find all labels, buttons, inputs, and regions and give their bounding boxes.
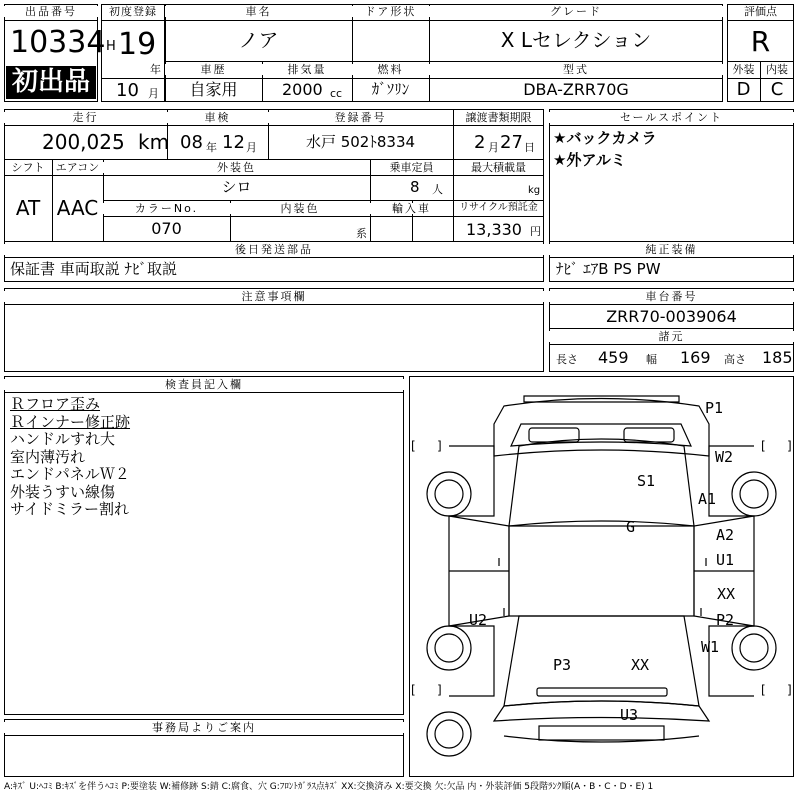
chassis-label: 車台番号 bbox=[549, 291, 794, 302]
model-value: DBA-ZRR70G bbox=[523, 80, 629, 99]
reg-no-label: 登録番号 bbox=[268, 112, 453, 123]
inspection-year-unit: 年 bbox=[206, 141, 217, 154]
reg-month: 10 bbox=[116, 80, 139, 101]
rear-spoiler bbox=[537, 688, 667, 696]
inspector-line: 外装うすい線傷 bbox=[10, 482, 116, 501]
bracket-right-top: [ bbox=[761, 439, 766, 453]
label-p3: P3 bbox=[553, 656, 572, 674]
bracket-left-bottom-close: ] bbox=[437, 683, 442, 697]
bracket-right-bottom: [ bbox=[761, 683, 766, 697]
import-label: 輸入車 bbox=[370, 203, 453, 214]
wheel-front-left-inner bbox=[435, 480, 463, 508]
transfer-day-unit: 日 bbox=[524, 141, 535, 154]
inspector-line: サイドミラー割れ bbox=[10, 500, 129, 518]
wheel-front-right-inner bbox=[740, 480, 768, 508]
displacement-value: 2000 bbox=[282, 80, 323, 99]
transfer-month: 2 bbox=[474, 132, 486, 153]
wheel-rear-right bbox=[732, 626, 776, 670]
bracket-right-top-close: ] bbox=[787, 439, 792, 453]
int-color-unit: 系 bbox=[356, 227, 367, 240]
label-g: G bbox=[626, 518, 636, 536]
left-front-fender bbox=[449, 446, 494, 516]
lot-number: 10334 bbox=[10, 25, 106, 60]
wheel-front-left bbox=[427, 472, 471, 516]
later-parts-label: 後日発送部品 bbox=[4, 244, 544, 255]
label-u3: U3 bbox=[620, 706, 639, 724]
int-color-label: 内装色 bbox=[230, 203, 370, 214]
ext-color-value: シロ bbox=[221, 178, 252, 196]
color-no-value: 070 bbox=[151, 219, 182, 238]
mileage-value: 200,025 bbox=[42, 130, 125, 154]
first-listing-badge: 初出品 bbox=[6, 66, 96, 99]
history-label: 車歴 bbox=[165, 64, 262, 75]
transfer-month-unit: 月 bbox=[488, 141, 499, 154]
width-label: 幅 bbox=[646, 353, 657, 366]
score-value: R bbox=[750, 25, 771, 58]
bracket-left-top-close: ] bbox=[437, 439, 442, 453]
inspector-notes bbox=[10, 396, 130, 519]
label-xx-right: XX bbox=[717, 585, 736, 603]
history-value: 自家用 bbox=[189, 80, 238, 99]
selling-points-label: セールスポイント bbox=[549, 112, 794, 123]
height-label: 高さ bbox=[724, 353, 746, 366]
recycle-label: リサイクル預託金 bbox=[459, 202, 538, 213]
wheel-front-right bbox=[732, 472, 776, 516]
length-label: 長さ bbox=[556, 353, 578, 366]
bracket-left-top: [ bbox=[411, 439, 416, 453]
model-label: 型式 bbox=[429, 64, 723, 75]
recycle-value: 13,330 bbox=[466, 220, 522, 239]
genuine-label: 純正装備 bbox=[549, 244, 794, 255]
label-s1: S1 bbox=[637, 472, 656, 490]
inspector-label: 検査員記入欄 bbox=[4, 379, 404, 390]
height-value: 185 bbox=[762, 348, 793, 367]
bracket-right-bottom-close: ] bbox=[787, 683, 792, 697]
car-name-label: 車名 bbox=[165, 6, 352, 17]
wheel-rear-left-inner bbox=[435, 634, 463, 662]
label-u1: U1 bbox=[716, 551, 735, 569]
inspection-label: 車検 bbox=[167, 112, 268, 123]
inspector-line: 室内薄汚れ bbox=[10, 447, 86, 466]
later-parts-value: 保証書 車両取説 ﾅﾋﾞ取説 bbox=[10, 260, 178, 278]
reg-year: 19 bbox=[118, 27, 157, 62]
capacity-label: 乗車定員 bbox=[389, 161, 434, 174]
score-label: 評価点 bbox=[744, 5, 777, 18]
max-load-label: 最大積載量 bbox=[471, 161, 526, 174]
label-a1: A1 bbox=[698, 490, 717, 508]
lot-label: 出品番号 bbox=[4, 6, 98, 17]
door-label: ドア形状 bbox=[352, 6, 429, 17]
specs-label: 諸元 bbox=[549, 331, 794, 342]
right-rear-fender bbox=[709, 626, 754, 696]
mileage-unit: km bbox=[138, 130, 170, 154]
ac-value: AAC bbox=[56, 196, 99, 220]
inspection-month: 12 bbox=[222, 132, 245, 153]
recycle-unit: 円 bbox=[530, 225, 541, 238]
inspector-line: ハンドルすれ大 bbox=[10, 430, 116, 448]
transfer-day: 27 bbox=[500, 132, 523, 153]
label-u2: U2 bbox=[469, 611, 488, 629]
grade-label: グレード bbox=[429, 6, 723, 17]
spare-wheel-inner bbox=[435, 720, 463, 748]
displacement-label: 排気量 bbox=[262, 64, 352, 75]
label-p1: P1 bbox=[705, 399, 724, 417]
inspection-year: 08 bbox=[180, 132, 203, 153]
office-label: 事務局よりご案内 bbox=[4, 722, 404, 733]
rear-bumper bbox=[539, 726, 664, 740]
genuine-value: ﾅﾋﾞ ｴｱB PS PW bbox=[556, 260, 661, 278]
reg-no-value: 水戸 502ﾄ8334 bbox=[305, 133, 416, 151]
shift-value: AT bbox=[15, 196, 41, 220]
bracket-left-bottom: [ bbox=[411, 683, 416, 697]
year-unit: 年 bbox=[150, 63, 161, 76]
rear-bumper-curve bbox=[504, 736, 699, 742]
cabin-rear bbox=[504, 616, 699, 706]
ext-color-label: 外装色 bbox=[103, 162, 370, 173]
color-no-label: カラーNo. bbox=[103, 203, 230, 214]
chassis-number: ZRR70-0039064 bbox=[606, 307, 737, 326]
transfer-label: 譲渡書類期限 bbox=[465, 111, 532, 124]
label-xx-rear: XX bbox=[631, 656, 650, 674]
capacity-value: 8 bbox=[410, 178, 420, 196]
inspector-line: エンドパネルＷ２ bbox=[10, 465, 130, 483]
ac-label: エアコン bbox=[55, 161, 100, 174]
damage-legend: A:ｷｽﾞ U:ﾍｺﾐ B:ｷｽﾞを伴うﾍｺﾐ P:要塗装 W:補修跡 S:錆 C:腐食、穴 G:ﾌﾛﾝﾄｶﾞﾗｽ点ｷｽﾞ XX:交換済み X:要交換 欠:欠品 内・外装評価 5段階ﾗﾝｸ順(A・B・C・D・E) 1 bbox=[4, 782, 654, 792]
displacement-unit: cc bbox=[330, 87, 343, 100]
month-unit: 月 bbox=[148, 87, 159, 100]
roof bbox=[509, 526, 694, 616]
grade-value: X Lセレクション bbox=[500, 28, 652, 52]
label-a2: A2 bbox=[716, 526, 735, 544]
wheel-rear-right-inner bbox=[740, 634, 768, 662]
inspection-month-unit: 月 bbox=[246, 141, 257, 154]
fuel-value: ｶﾞｿﾘﾝ bbox=[371, 80, 410, 98]
notes-label: 注意事項欄 bbox=[4, 291, 544, 302]
selling-point-item: ★外アルミ bbox=[553, 151, 626, 169]
hood-outline bbox=[494, 399, 709, 457]
car-name: ノア bbox=[238, 28, 279, 52]
interior-label: 内装 bbox=[766, 63, 788, 76]
wheel-rear-left bbox=[427, 626, 471, 670]
capacity-unit: 人 bbox=[432, 183, 443, 196]
exterior-label: 外装 bbox=[732, 63, 755, 76]
rear-glass bbox=[494, 701, 709, 721]
inspector-line: Ｒフロア歪み bbox=[10, 395, 101, 413]
car-diagram bbox=[409, 376, 794, 777]
first-reg-label: 初度登録 bbox=[109, 5, 157, 18]
spare-wheel bbox=[427, 712, 471, 756]
length-value: 459 bbox=[598, 348, 629, 367]
label-w2: W2 bbox=[715, 448, 734, 466]
label-p2: P2 bbox=[716, 611, 735, 629]
label-w1: W1 bbox=[701, 638, 720, 656]
width-value: 169 bbox=[680, 348, 711, 367]
shift-label: シフト bbox=[11, 161, 45, 174]
selling-point-item: ★バックカメラ bbox=[553, 129, 657, 147]
left-rear-fender bbox=[449, 626, 494, 696]
interior-grade: C bbox=[770, 79, 784, 100]
fuel-label: 燃料 bbox=[352, 64, 429, 75]
max-load-unit: kg bbox=[528, 185, 541, 196]
era: H bbox=[106, 39, 116, 54]
inspector-line: Ｒインナー修正跡 bbox=[10, 412, 131, 431]
mileage-label: 走行 bbox=[4, 112, 167, 123]
exterior-grade: D bbox=[736, 79, 751, 100]
